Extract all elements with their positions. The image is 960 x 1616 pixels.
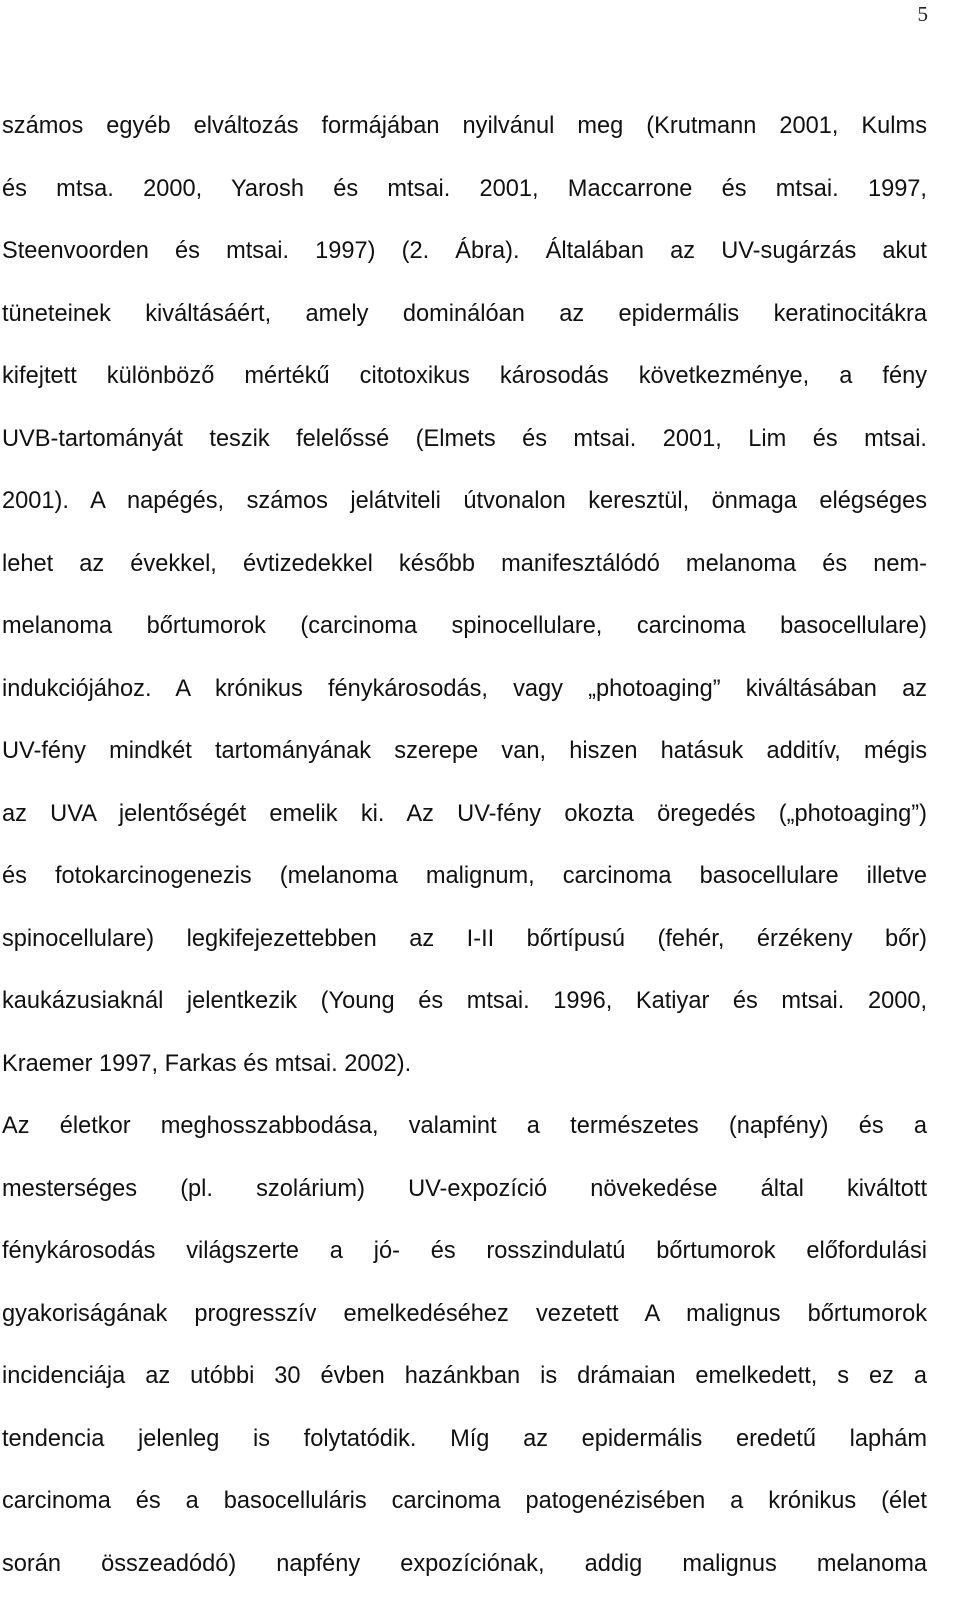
text-line: Az életkor meghosszabbodása, valamint a természetes (napfény) és a: [2, 1113, 927, 1139]
page-number: 5: [917, 2, 928, 26]
text-line: incidenciája az utóbbi 30 évben hazánkban is drámaian emelkedett, s ez a: [2, 1363, 927, 1389]
text-line: az UVA jelentőségét emelik ki. Az UV-fény okozta öregedés („photoaging”): [2, 800, 927, 827]
text-line: Steenvoorden és mtsai. 1997) (2. Ábra). Általában az UV-sugárzás akut: [2, 238, 927, 264]
text-line: fénykárosodás világszerte a jó- és rosszindulatú bőrtumorok előfordulási: [2, 1238, 927, 1264]
body-text: [2, 95, 927, 1595]
text-line: spinocellulare) legkifejezettebben az I-II bőrtípusú (fehér, érzékeny bőr): [2, 925, 927, 952]
text-line: carcinoma és a basocelluláris carcinoma patogenézisében a krónikus (élet: [2, 1488, 927, 1514]
text-line: kifejtett különböző mértékű citotoxikus károsodás következménye, a fény: [2, 363, 927, 389]
text-line: lehet az évekkel, évtizedekkel később manifesztálódó melanoma és nem-: [2, 550, 927, 577]
text-line: tüneteinek kiváltásáért, amely dominálóan az epidermális keratinocitákra: [2, 300, 927, 327]
text-line: és mtsa. 2000, Yarosh és mtsai. 2001, Maccarrone és mtsai. 1997,: [2, 175, 927, 202]
text-line: gyakoriságának progresszív emelkedéséhez vezetett A malignus bőrtumorok: [2, 1300, 927, 1327]
text-line: indukciójához. A krónikus fénykárosodás, vagy „photoaging” kiváltásában az: [2, 675, 927, 702]
text-line: Kraemer 1997, Farkas és mtsai. 2002).: [2, 1050, 412, 1077]
text-line: tendencia jelenleg is folytatódik. Míg az epidermális eredetű laphám: [2, 1425, 927, 1452]
text-line: mesterséges (pl. szolárium) UV-expozíció növekedése által kiváltott: [2, 1175, 927, 1202]
text-line: számos egyéb elváltozás formájában nyilvánul meg (Krutmann 2001, Kulms: [2, 113, 927, 139]
text-line: UVB-tartományát teszik felelőssé (Elmets és mtsai. 2001, Lim és mtsai.: [2, 425, 927, 452]
text-line: 2001). A napégés, számos jelátviteli útvonalon keresztül, önmaga elégséges: [2, 488, 927, 514]
text-line: során összeadódó) napfény expozíciónak, addig malignus melanoma: [2, 1550, 927, 1577]
text-line: melanoma bőrtumorok (carcinoma spinocellulare, carcinoma basocellulare): [2, 613, 927, 639]
text-line: kaukázusiaknál jelentkezik (Young és mtsai. 1996, Katiyar és mtsai. 2000,: [2, 988, 927, 1014]
text-line: UV-fény mindkét tartományának szerepe van, hiszen hatásuk additív, mégis: [2, 738, 927, 764]
text-line: és fotokarcinogenezis (melanoma malignum, carcinoma basocellulare illetve: [2, 863, 927, 889]
